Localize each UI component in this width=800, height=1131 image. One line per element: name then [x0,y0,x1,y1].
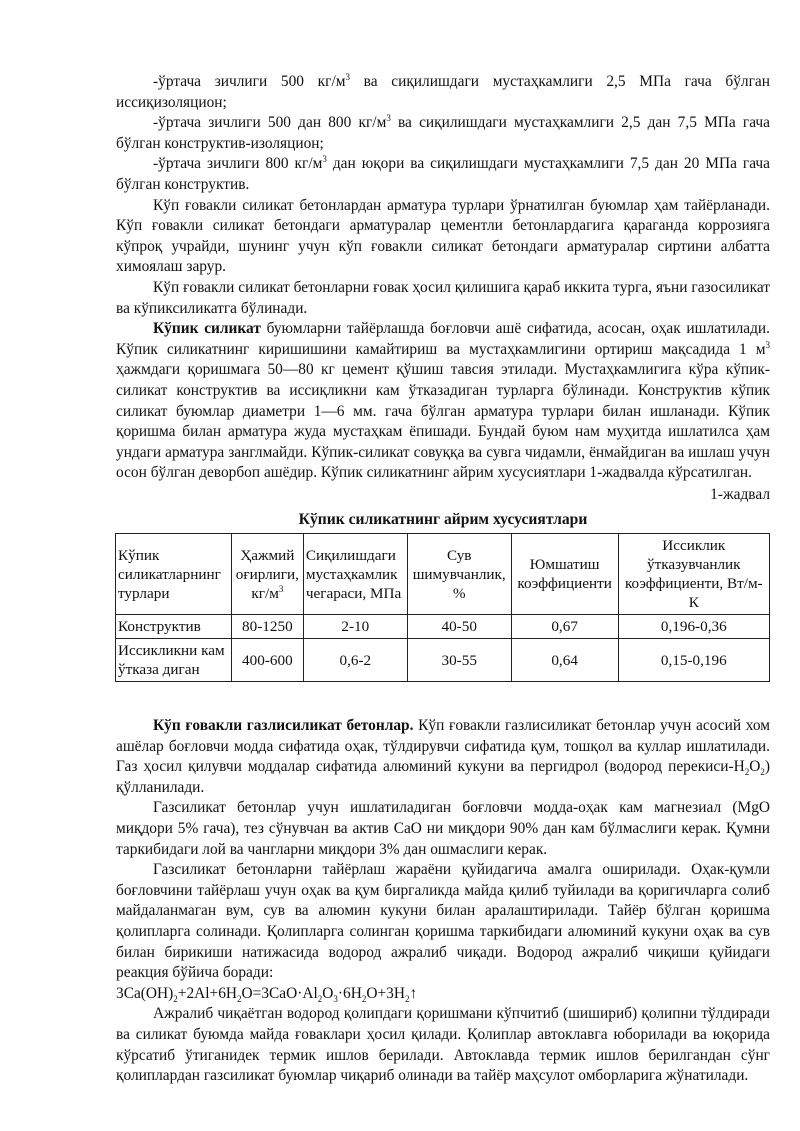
table-title: Кўпик силикатнинг айрим хусусиятлари [298,511,588,529]
document-content [116,72,770,1087]
paragraph-types: Кўп ғовакли силикат бетонларни ғовак ҳосил қилишига қараб иккита турга, яъни газосиликат ва кўпиксиликатга бўлинади. [116,278,770,317]
gas-silicate-term: Кўп ғовакли газлисиликат бетонлар. [153,717,414,735]
header-strength: Сиқилишдаги мустаҳкамлик чегараси, МПа [303,534,407,615]
paragraph-density-structural-insulating: -ўртача зичлиги 500 дан 800 $кг/м^3$ ва сиқилишдаги мустаҳкамлиги 2,5 дан 7,5 МПа гача бўлган конструктив-изоляцион; [116,113,770,152]
cell-density: 80-1250 [231,615,303,639]
table-header-row [116,534,770,615]
section-gap [116,682,770,716]
cell-strength: 0,6-2 [303,639,407,682]
paragraph-binder: Газсиликат бетонлар учун ишлатиладиган боғловчи модда-оҳак кам магнезиал (MgO миқдори 5% гача), тез сўнувчан ва актив CaO ни миқдори 90% дан кам бўлмаслиги керак. Қумни таркибидаги лой ва чангларни миқдори 3% дан ошмаслиги керак. [116,799,770,858]
cell-softening: 0,67 [511,615,618,639]
paragraph-autoclave: Ажралиб чиқаётган водород қолипдаги қоришмани кўпчитиб (шишириб) қолипни тўлдиради ва силикат буюмда майда ғоваклари ҳосил қилади. Қолиплар автоклавга юборилади ва юқорида кўрсатиб ўтиганидек термик ишлов берилади. Автоклавда термик ишлов берилгандан сўнг қолиплардан газсиликат буюмлар чиқариб олинади ва тайёр маҳсулот омборларига жўнатилади. [116,1005,770,1085]
cell-conductivity: 0,196-0,36 [618,615,769,639]
paragraph-density-insulating: -ўртача зичлиги 500 $кг/м^3$ ва сиқилишдаги мустаҳкамлиги 2,5 МПа гача бўлган иссиқизоляцион; [116,71,770,111]
paragraph-reinforcement: Кўп ғовакли силикат бетонлардан арматура турлари ўрнатилган буюмлар ҳам тайёрланади. Кўп ғовакли силикат бетондаги арматуралар цементли бетонлардагига қараганда коррозияга кўпроқ учрайди, шунинг учун кўп ғовакли силикат бетондаги арматуралар сиртини албатта химоялаш зарур. [116,196,770,276]
header-type: Кўпик силикатларнинг турлари [116,534,232,615]
table-label: 1-жадвал [710,485,770,503]
paragraph-gas-silicate: Кўп ғовакли газлисиликат бетонлар. Кўп ғовакли газлисиликат бетонлар учун асосий хом ашёлар боғловчи модда сифатида оҳак, тўлдирувчи сифатида қум, тошқол ва куллар ишлатилади. Газ ҳосил қилувчи моддалар сифатида алюминий кукуни ва пергидрол (водород перекиси-$Н_2О_2$) қўлланилади. [116,717,770,796]
paragraph-foam-silicate: Кўпик силикат буюмларни тайёрлашда боғловчи ашё сифатида, асосан, оҳак ишлатилади. Кўпик силикатнинг киришишини камайтириш ва мустаҳкамлигини ортириш мақсадида 1 $м^3$ ҳажмдаги қоришмага 50—80 кг цемент қўшиш тавсия этилади. Мустаҳкамлигига кўра кўпик-силикат конструктив ва иссиқликни кам ўтказадиган турларга бўлинади. Конструктив кўпик силикат буюмлар диаметри 1—6 мм. гача бўлган арматура турлари билан ишланади. Кўпик қоришма билан арматура жуда мустаҳкам ёпишади. Бундай буюм нам муҳитда ишлатилса ҳам ундаги арматура занглмайди. Кўпик-силикат совуққа ва сувга чидамли, ёнмайдиган ва ишлаш учун осон бўлган деворбоп ашёдир. Кўпик силикатнинг айрим хусусиятлари 1-жадвалда кўрсатилган. [116,320,771,482]
header-absorption: Сув шимувчанлик, % [407,534,511,615]
paragraph-process: Газсиликат бетонларни тайёрлаш жараёни қуйидагича амалга оширилади. Оҳак-қумли боғловчини тайёрлаш учун оҳак ва қум биргаликда майда қилиб туйилади ва қоригичларга солиб майдаланмаган вум, сув ва алюмин кукуни билан аралаштирилади. Тайёр бўлган қоришма қолипларга солинади. Қолипларга солинган қоришма таркибидаги алюминий кукуни оҳак ва сув билан бирикиши натижасида водород ажралиб чиқади. Водород ажралиб чиқиши қуйидаги реакция бўйича боради: [116,861,770,982]
header-density: Ҳажмий оғирлиги, $кг/м^3$ [231,534,303,615]
cell-absorption: 40-50 [407,615,511,639]
header-softening: Юмшатиш коэффициенти [511,534,618,615]
header-conductivity: Иссиклик ўтказувчанлик коэффициенти, Вт/м-К [618,534,769,615]
reaction-equation: $3Ca(OH)_2+2Al+6H_2O=3CaO\cdot Al_2O_3\cdot 6H_2O+3H_2↑$ [116,984,418,1004]
cell-type: Иссикликни кам ўтказа диган [116,639,232,682]
cell-conductivity: 0,15-0,196 [618,639,769,682]
cell-strength: 2-10 [303,615,407,639]
table-row [116,615,770,639]
paragraph-density-structural: -ўртача зичлиги 800 $кг/м^3$ дан юқори ва сиқилишдаги мустаҳкамлиги 7,5 дан 20 МПа гача бўлган конструктив. [116,154,770,193]
foam-silicate-term: Кўпик силикат [153,320,261,338]
cell-absorption: 30-55 [407,639,511,682]
cell-type: Конструктив [116,615,232,639]
table-row [116,639,770,682]
cell-density: 400-600 [231,639,303,682]
properties-table [115,533,770,682]
cell-softening: 0,64 [511,639,618,682]
